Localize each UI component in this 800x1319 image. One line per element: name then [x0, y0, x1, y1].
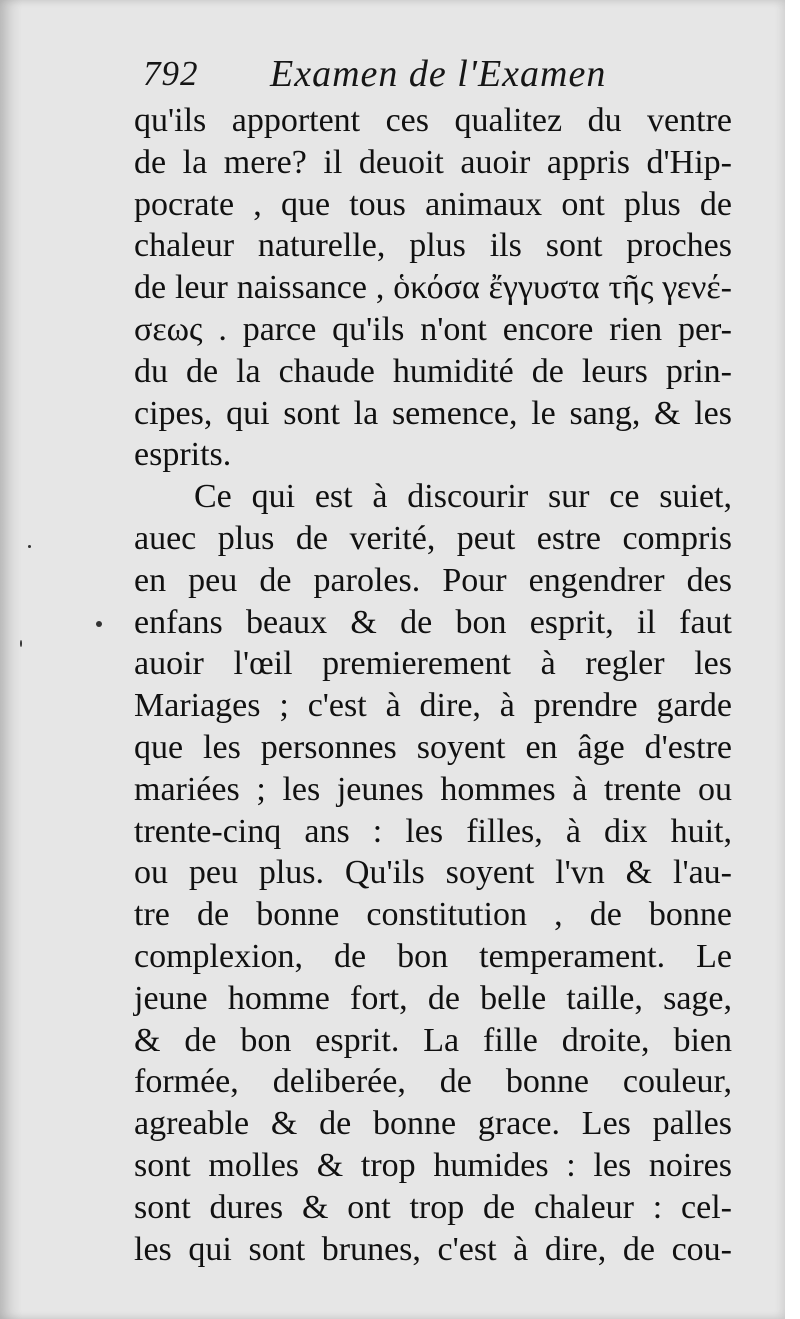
text-line: chaleur naturelle, plus ils sont proches [134, 227, 732, 265]
page-header [143, 52, 743, 102]
text-line: sont molles & trop humides : les noires [134, 1146, 732, 1184]
text-line: & de bon esprit. La fille droite, bien [134, 1021, 732, 1059]
text-line: auoir l'œil premierement à regler les [134, 645, 732, 683]
text-line: complexion, de bon temperament. Le [134, 937, 732, 975]
text-line: enfans beaux & de bon esprit, il faut [134, 603, 732, 641]
text-line: de la mere? il deuoit auoir appris d'Hip- [134, 143, 732, 181]
running-title: Examen de l'Examen [270, 53, 607, 95]
text-line-paragraph-end: esprits. [134, 436, 232, 474]
text-line: sont dures & ont trop de chaleur : cel- [134, 1188, 732, 1226]
page-gutter-shadow [0, 0, 22, 1319]
text-line: du de la chaude humidité de leurs prin- [134, 352, 732, 390]
text-line-greek: de leur naissance , ὁκόσα ἔγγυστα τῆς γενέ- [134, 269, 732, 307]
text-line: qu'ils apportent ces qualitez du ventre [134, 102, 732, 139]
text-line: cipes, qui sont la semence, le sang, & les [134, 394, 732, 432]
ink-speck [28, 545, 31, 548]
body-text [134, 100, 732, 1270]
text-line: auec plus de verité, peut estre compris [134, 519, 732, 557]
text-line: Mariages ; c'est à dire, à prendre garde [134, 687, 732, 725]
text-line: tre de bonne constitution , de bonne [134, 896, 732, 934]
text-line: que les personnes soyent en âge d'estre [134, 728, 732, 766]
text-line: les qui sont brunes, c'est à dire, de cou- [134, 1230, 732, 1268]
text-line-greek: σεως . parce qu'ils n'ont encore rien per- [134, 310, 732, 348]
text-line: formée, deliberée, de bonne couleur, [134, 1063, 732, 1101]
text-line: pocrate , que tous animaux ont plus de [134, 185, 732, 223]
page-number: 792 [143, 54, 199, 93]
text-line: mariées ; les jeunes hommes à trente ou [134, 770, 732, 808]
text-line: ou peu plus. Qu'ils soyent l'vn & l'au- [134, 854, 732, 892]
text-line: jeune homme fort, de belle taille, sage, [134, 979, 732, 1017]
text-line-paragraph-start: Ce qui est à discourir sur ce suiet, [194, 478, 732, 516]
text-line: trente-cinq ans : les filles, à dix huit, [134, 812, 732, 850]
text-line: en peu de paroles. Pour engendrer des [134, 561, 732, 599]
ink-speck [96, 621, 102, 627]
text-line: agreable & de bonne grace. Les palles [134, 1105, 732, 1143]
ink-speck [20, 640, 22, 647]
